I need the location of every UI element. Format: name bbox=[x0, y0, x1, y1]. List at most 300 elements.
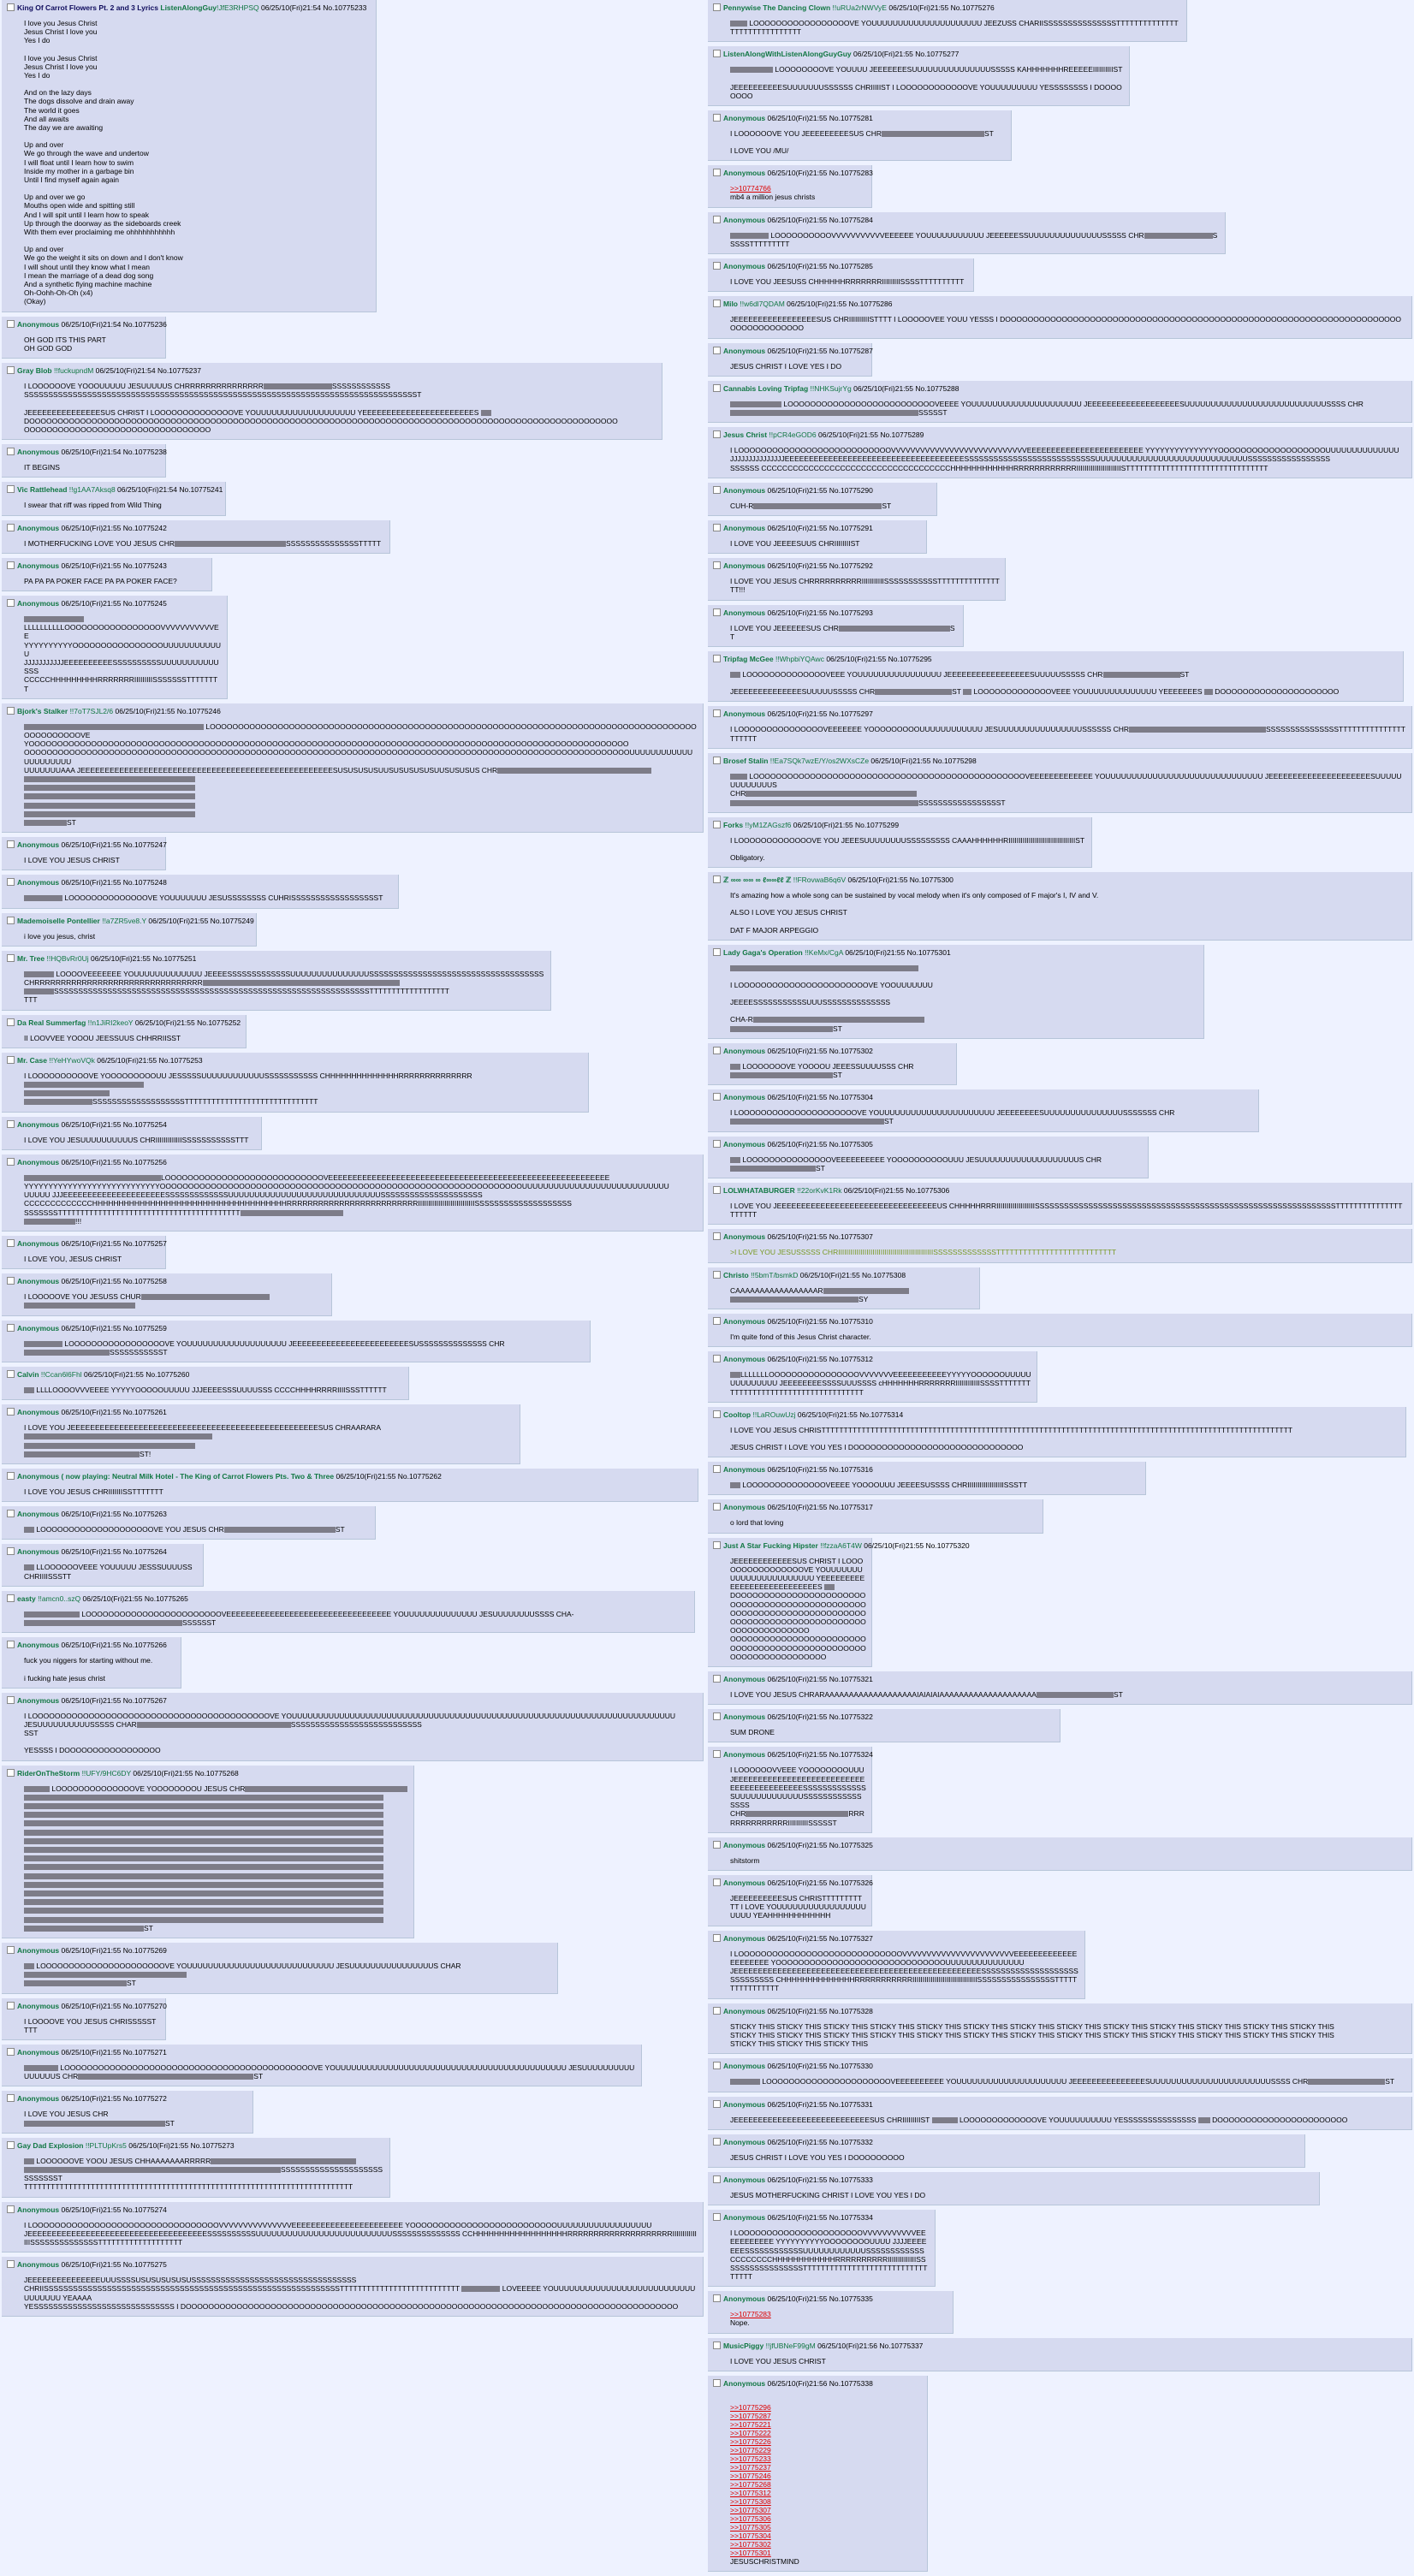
post-header bbox=[7, 524, 384, 533]
tripcode: !JfE3RHPSQ bbox=[217, 3, 261, 12]
post-checkbox[interactable] bbox=[7, 840, 15, 848]
post-body bbox=[730, 577, 1000, 594]
post-text: DOOOOOOOOOOOOOOOOOOOOOOO bbox=[1209, 2115, 1348, 2124]
post-meta[interactable]: 06/25/10(Fri)21:55 No.10775270 bbox=[61, 2001, 167, 2010]
post-checkbox[interactable] bbox=[713, 1712, 721, 1720]
post-body bbox=[730, 2310, 948, 2327]
post-checkbox[interactable] bbox=[713, 1317, 721, 1325]
post-line: OH GOD ITS THIS PART bbox=[24, 335, 106, 344]
poster-name: Anonymous bbox=[723, 1750, 768, 1760]
post-checkbox[interactable] bbox=[713, 2062, 721, 2069]
post-header bbox=[7, 1370, 403, 1380]
post-meta[interactable]: 06/25/10(Fri)21:55 No.10775259 bbox=[61, 1323, 167, 1333]
post-line: And on the lazy days bbox=[24, 88, 92, 98]
post-meta[interactable]: 06/25/10(Fri)21:55 No.10775301 bbox=[845, 947, 951, 957]
poster-name: Just A Star Fucking Hipster bbox=[723, 1540, 821, 1550]
poster-name: Brosef Stalin bbox=[723, 756, 770, 765]
quote-link[interactable]: >>10775301 bbox=[730, 2548, 771, 2557]
quote-link[interactable]: >>10775268 bbox=[730, 2479, 771, 2489]
post-meta[interactable]: 06/25/10(Fri)21:55 No.10775266 bbox=[61, 1641, 167, 1650]
quote-link[interactable]: >>10775304 bbox=[730, 2531, 771, 2540]
post-line bbox=[24, 1872, 408, 1880]
post-meta[interactable]: 06/25/10(Fri)21:55 No.10775276 bbox=[888, 3, 995, 12]
post-line bbox=[24, 792, 698, 800]
thread-post bbox=[2, 1236, 166, 1269]
post-meta[interactable]: 06/25/10(Fri)21:55 No.10775268 bbox=[133, 1768, 239, 1778]
post-line: Until I find myself again again bbox=[24, 175, 120, 185]
post-header bbox=[7, 1769, 408, 1778]
redaction-bar bbox=[730, 774, 747, 780]
post-checkbox[interactable] bbox=[713, 2213, 721, 2221]
post-meta[interactable]: 06/25/10(Fri)21:55 No.10775292 bbox=[767, 561, 873, 571]
quote-link[interactable]: >>10775308 bbox=[730, 2496, 771, 2506]
thread-post bbox=[708, 872, 1412, 941]
quote-link[interactable]: >>10775283 bbox=[730, 2310, 771, 2319]
quote-link[interactable]: >>10775306 bbox=[730, 2514, 771, 2523]
poster-name: Anonymous bbox=[723, 524, 768, 533]
post-checkbox[interactable] bbox=[7, 1056, 15, 1064]
post-meta[interactable]: 06/25/10(Fri)21:55 No.10775289 bbox=[818, 430, 924, 440]
post-line bbox=[24, 1441, 514, 1450]
post-meta[interactable]: 06/25/10(Fri)21:55 No.10775256 bbox=[61, 1157, 167, 1166]
redaction-bar bbox=[753, 1017, 924, 1023]
post-meta[interactable]: 06/25/10(Fri)21:54 No.10775238 bbox=[61, 448, 167, 457]
post-checkbox[interactable] bbox=[713, 486, 721, 494]
post-checkbox[interactable] bbox=[7, 448, 15, 455]
quote-link[interactable]: >>10775305 bbox=[730, 2522, 771, 2531]
post-line: JEEEESSSSSSSSSSSUUUSSSSSSSSSSSSSS bbox=[730, 998, 891, 1007]
post-body bbox=[730, 2153, 1299, 2162]
thread-post bbox=[708, 343, 872, 377]
redaction-bar bbox=[730, 1064, 740, 1070]
post-meta[interactable]: 06/25/10(Fri)21:55 No.10775322 bbox=[767, 1712, 873, 1722]
post-header bbox=[713, 262, 968, 271]
post-checkbox[interactable] bbox=[713, 948, 721, 956]
post-line bbox=[730, 1155, 1143, 1172]
tripcode: !!PLTUpKrs5 bbox=[85, 2140, 129, 2150]
thread-post bbox=[2, 1998, 166, 2040]
post-meta[interactable]: 06/25/10(Fri)21:55 No.10775275 bbox=[61, 2260, 167, 2270]
post-meta[interactable]: 06/25/10(Fri)21:55 No.10775307 bbox=[767, 1232, 873, 1242]
quote-link[interactable]: >>10775246 bbox=[730, 2471, 771, 2480]
post-body bbox=[730, 624, 958, 641]
post-meta[interactable]: 06/25/10(Fri)21:55 No.10775272 bbox=[61, 2094, 167, 2104]
post-text: ST bbox=[833, 1070, 842, 1079]
thread-post bbox=[708, 1267, 980, 1309]
post-meta[interactable]: 06/25/10(Fri)21:55 No.10775287 bbox=[767, 346, 873, 355]
post-meta[interactable]: 06/25/10(Fri)21:55 No.10775330 bbox=[767, 2062, 873, 2071]
quote-link[interactable]: >>10775287 bbox=[730, 2411, 771, 2420]
post-line bbox=[24, 1563, 198, 1580]
post-meta[interactable]: 06/25/10(Fri)21:55 No.10775258 bbox=[61, 1277, 167, 1286]
post-body bbox=[24, 1712, 698, 1755]
post-checkbox[interactable] bbox=[7, 1120, 15, 1128]
post-meta[interactable]: 06/25/10(Fri)21:55 No.10775334 bbox=[767, 2213, 873, 2223]
quote-link[interactable]: >>10775221 bbox=[730, 2419, 771, 2429]
post-checkbox[interactable] bbox=[7, 1641, 15, 1648]
quote-link[interactable]: >>10774766 bbox=[730, 184, 771, 193]
post-meta[interactable]: 06/25/10(Fri)21:55 No.10775249 bbox=[148, 916, 254, 925]
post-line bbox=[24, 978, 545, 987]
post-checkbox[interactable] bbox=[7, 1239, 15, 1247]
post-meta[interactable]: 06/25/10(Fri)21:55 No.10775312 bbox=[767, 1355, 873, 1364]
post-header bbox=[7, 1056, 583, 1065]
post-line bbox=[24, 614, 222, 623]
post-line bbox=[730, 1024, 1198, 1033]
redaction-bar bbox=[211, 2158, 356, 2164]
post-meta[interactable]: 06/25/10(Fri)21:55 No.10775308 bbox=[799, 1270, 906, 1279]
thread-post bbox=[708, 1837, 1412, 1871]
post-meta[interactable]: 06/25/10(Fri)21:54 No.10775236 bbox=[61, 319, 167, 329]
post-text: LOVEEEEE YOUUUUUUUUUUUUUUUUUUUUUUUUUUUUUUUUUU YEAAAA bbox=[24, 2284, 696, 2302]
post-meta[interactable]: 06/25/10(Fri)21:54 No.10775233 bbox=[260, 3, 367, 12]
redaction-bar bbox=[730, 410, 918, 416]
post-checkbox[interactable] bbox=[7, 2260, 15, 2268]
redaction-bar bbox=[461, 2286, 500, 2292]
post-text: LOOOOOOOOOOOOOOOOOOOOOOOOOOOOOOOOOOOOOOOOOOOOOOOOOOOOOOOOOOOOOOOOOOOOOOOOOOOOOOOOOOOOOOOOOOOOOOOOVE bbox=[24, 721, 697, 739]
post-checkbox[interactable] bbox=[7, 2094, 15, 2102]
quote-link[interactable]: >>10775307 bbox=[730, 2505, 771, 2514]
post-meta[interactable]: 06/25/10(Fri)21:55 No.10775284 bbox=[767, 215, 873, 224]
post-meta[interactable]: 06/25/10(Fri)21:55 No.10775260 bbox=[83, 1370, 190, 1380]
post-meta[interactable]: 06/25/10(Fri)21:55 No.10775269 bbox=[61, 1945, 167, 1955]
poster-name: Anonymous bbox=[17, 2047, 62, 2057]
quote-link[interactable]: >>10775296 bbox=[730, 2402, 771, 2412]
post-checkbox[interactable] bbox=[7, 1769, 15, 1777]
post-meta[interactable]: 06/25/10(Fri)21:55 No.10775245 bbox=[61, 598, 167, 608]
post-meta[interactable]: 06/25/10(Fri)21:56 No.10775337 bbox=[817, 2341, 924, 2350]
post-text: SSSSSSSSSSSSSSSSST bbox=[918, 798, 1006, 807]
thread-post bbox=[708, 2058, 1412, 2092]
post-checkbox[interactable] bbox=[7, 366, 15, 374]
post-meta[interactable]: 06/25/10(Fri)21:55 No.10775253 bbox=[97, 1055, 203, 1065]
post-checkbox[interactable] bbox=[713, 2294, 721, 2302]
post-checkbox[interactable] bbox=[7, 1018, 15, 1026]
post-meta[interactable]: 06/25/10(Fri)21:55 No.10775283 bbox=[767, 169, 873, 178]
post-checkbox[interactable] bbox=[7, 1594, 15, 1602]
post-text: SSSSSSSSSSST bbox=[110, 1347, 168, 1356]
post-meta[interactable]: 06/25/10(Fri)21:55 No.10775290 bbox=[767, 485, 873, 495]
post-checkbox[interactable] bbox=[713, 1879, 721, 1886]
post-checkbox[interactable] bbox=[713, 2138, 721, 2146]
post-checkbox[interactable] bbox=[713, 2342, 721, 2349]
quote-link[interactable]: >>10775237 bbox=[730, 2462, 771, 2472]
post-meta[interactable]: 06/25/10(Fri)21:55 No.10775325 bbox=[767, 1840, 873, 1849]
quote-link[interactable]: >>10775226 bbox=[730, 2437, 771, 2446]
thread-post bbox=[708, 212, 1226, 254]
post-checkbox[interactable] bbox=[713, 1503, 721, 1511]
redaction-bar bbox=[24, 1980, 127, 1986]
post-header bbox=[713, 1879, 873, 1888]
post-header bbox=[713, 1934, 1079, 1944]
post-checkbox[interactable] bbox=[7, 1408, 15, 1416]
post-text: SY bbox=[858, 1294, 869, 1303]
poster-name: Anonymous bbox=[723, 2099, 768, 2109]
post-meta[interactable]: 06/25/10(Fri)21:55 No.10775327 bbox=[767, 1933, 873, 1943]
post-meta[interactable]: 06/25/10(Fri)21:55 No.10775333 bbox=[767, 2175, 873, 2184]
post-checkbox[interactable] bbox=[713, 757, 721, 764]
post-checkbox[interactable] bbox=[7, 524, 15, 531]
post-body bbox=[730, 1518, 1037, 1527]
post-checkbox[interactable] bbox=[713, 608, 721, 616]
post-meta[interactable]: 06/25/10(Fri)21:55 No.10775293 bbox=[767, 608, 873, 617]
post-header bbox=[7, 1547, 198, 1557]
post-header bbox=[7, 1277, 326, 1286]
redaction-bar bbox=[24, 1620, 182, 1626]
post-meta[interactable]: 06/25/10(Fri)21:55 No.10775304 bbox=[767, 1093, 873, 1102]
post-checkbox[interactable] bbox=[713, 1465, 721, 1473]
post-meta[interactable]: 06/25/10(Fri)21:55 No.10775331 bbox=[767, 2099, 873, 2109]
post-line bbox=[730, 1809, 866, 1826]
post-header bbox=[7, 485, 223, 495]
post-checkbox[interactable] bbox=[713, 1232, 721, 1240]
post-line: (Okay) bbox=[24, 297, 46, 306]
post-text: I LOVE YOU JESUS CHRARAAAAAAAAAAAAAAAAAAAIAIAIAIAAAAAAAAAAAAAAAAAAAA bbox=[730, 1690, 1037, 1700]
post-header bbox=[7, 1239, 167, 1249]
poster-name: Anonymous bbox=[17, 1945, 62, 1955]
post-text: LOOOOOOOOOOOOOOOOOOOOOOVEEEEEEEEEE YOUUUUUUUUUUUUUUUUUUUUU JEEEEEEEEEEEEEEESUUUUUUUUUUUUUUUUUUUUUUUSSSS CHR bbox=[760, 2077, 1309, 2086]
post-checkbox[interactable] bbox=[713, 1271, 721, 1279]
post-subject: King Of Carrot Flowers Pt. 2 and 3 Lyrics bbox=[17, 3, 161, 12]
post-meta[interactable]: 06/25/10(Fri)21:55 No.10775320 bbox=[864, 1540, 970, 1550]
post-checkbox[interactable] bbox=[7, 1696, 15, 1704]
post-meta[interactable]: 06/25/10(Fri)21:55 No.10775246 bbox=[115, 706, 221, 715]
post-header bbox=[7, 2260, 698, 2270]
post-meta[interactable]: 06/25/10(Fri)21:54 No.10775237 bbox=[95, 366, 201, 376]
thread-post bbox=[2, 1321, 591, 1362]
post-meta[interactable]: 06/25/10(Fri)21:55 No.10775265 bbox=[82, 1594, 188, 1603]
post-checkbox[interactable] bbox=[713, 1186, 721, 1194]
post-meta[interactable]: 06/25/10(Fri)21:55 No.10775298 bbox=[870, 756, 977, 765]
post-line: SSSSSS CCCCCCCCCCCCCCCCCCCCCCCCCCCCCCCCCCCCHHHHHHHHHHHHRRRRRRRRRRRRIIIIIIIIIIIIIIIIIIIIIISTTTTTTTTTTTTTTTTTTTTTTTTTTTTTTTT bbox=[730, 463, 1268, 472]
greentext-line: >I LOVE YOU JESUSSSSS CHRIIIIIIIIIIIIIIIIIIIIIIIIIIIIIIIIIIIIIIIIIIIIIIISSSSSSSSSSSSSTTTTTTTTTTTTTTTTTTTTTTTTTTT bbox=[730, 1248, 1117, 1257]
post-meta[interactable]: 06/25/10(Fri)21:55 No.10775262 bbox=[336, 1472, 442, 1481]
post-checkbox[interactable] bbox=[713, 169, 721, 176]
thread-post bbox=[708, 2003, 1412, 2055]
post-text: JEEEEEEEEEEEEEESUUUUUSSSSS CHR bbox=[730, 687, 876, 697]
post-checkbox[interactable] bbox=[713, 1410, 721, 1418]
post-checkbox[interactable] bbox=[7, 320, 15, 328]
post-checkbox[interactable] bbox=[713, 2100, 721, 2108]
post-line: I LOVE YOU, JESUS CHRIST bbox=[24, 1255, 122, 1264]
post-meta[interactable]: 06/25/10(Fri)21:55 No.10775332 bbox=[767, 2137, 873, 2146]
post-checkbox[interactable] bbox=[713, 347, 721, 354]
post-meta[interactable]: 06/25/10(Fri)21:55 No.10775316 bbox=[767, 1465, 873, 1475]
post-checkbox[interactable] bbox=[713, 216, 721, 223]
quote-link[interactable]: >>10775229 bbox=[730, 2445, 771, 2454]
post-line: YOOOOOOOOOOOOOOOOOOOOOOOOOOOOOOOOOOOOOOOOOOOOOOOOOOOOOOOOOOOOOOOOOOOOOOOOOOOOOOOOOOOOOOOOOOOOOOOOOOOOOOOOOO bbox=[24, 739, 629, 749]
post-checkbox[interactable] bbox=[7, 2205, 15, 2213]
quote-link[interactable]: >>10775312 bbox=[730, 2488, 771, 2497]
post-text: I LOOOOOOOOOOOOOOOVEEEEEEE YOOOOOOOOOUUUUUUUUUUUU JESUUUUUUUUUUUUUUUUSSSSSS CHR bbox=[730, 725, 1129, 734]
post-meta[interactable]: 06/25/10(Fri)21:55 No.10775264 bbox=[61, 1547, 167, 1557]
post-body bbox=[730, 1728, 1055, 1736]
post-checkbox[interactable] bbox=[7, 3, 15, 11]
post-line bbox=[24, 236, 371, 245]
post-text: I LOOOOOOVE YOOOUUUUU JESUUUUUS CHRRRRRRRRRRRRRRR bbox=[24, 382, 264, 391]
post-line bbox=[24, 2157, 384, 2165]
thread-post bbox=[708, 427, 1412, 478]
post-checkbox[interactable] bbox=[7, 1370, 15, 1378]
post-meta[interactable]: 06/25/10(Fri)21:55 No.10775302 bbox=[767, 1046, 873, 1055]
post-checkbox[interactable] bbox=[713, 1750, 721, 1758]
post-meta[interactable]: 06/25/10(Fri)21:55 No.10775335 bbox=[767, 2294, 873, 2304]
post-line: I LOVE YOU JEEEESUUS CHRIIIIIIIIST bbox=[730, 539, 860, 549]
post-checkbox[interactable] bbox=[7, 561, 15, 569]
post-meta[interactable]: 06/25/10(Fri)21:55 No.10775306 bbox=[843, 1185, 950, 1195]
post-checkbox[interactable] bbox=[713, 1675, 721, 1683]
post-checkbox[interactable] bbox=[713, 2379, 721, 2387]
post-meta[interactable]: 06/25/10(Fri)21:55 No.10775324 bbox=[767, 1750, 873, 1760]
tripcode: !!WhpbiYQAwc bbox=[775, 655, 827, 664]
post-meta[interactable]: 06/25/10(Fri)21:55 No.10775305 bbox=[767, 1139, 873, 1149]
post-line bbox=[24, 1784, 408, 1793]
post-checkbox[interactable] bbox=[713, 50, 721, 57]
post-line: I LOVE YOU JESUUUUUUUUUUS CHRIIIIIIIIIIIIISSSSSSSSSSSTTT bbox=[24, 1135, 249, 1144]
post-checkbox[interactable] bbox=[713, 384, 721, 392]
post-checkbox[interactable] bbox=[713, 114, 721, 122]
post-checkbox[interactable] bbox=[7, 2048, 15, 2056]
post-meta[interactable]: 06/25/10(Fri)21:55 No.10775248 bbox=[61, 878, 167, 887]
post-checkbox[interactable] bbox=[713, 262, 721, 270]
post-line bbox=[730, 1062, 951, 1079]
post-body bbox=[24, 2276, 698, 2311]
post-header bbox=[713, 300, 1406, 309]
post-checkbox[interactable] bbox=[713, 875, 721, 883]
post-checkbox[interactable] bbox=[7, 1547, 15, 1555]
post-meta[interactable]: 06/25/10(Fri)21:55 No.10775288 bbox=[853, 383, 960, 393]
post-meta[interactable]: 06/25/10(Fri)21:55 No.10775285 bbox=[767, 262, 873, 271]
post-checkbox[interactable] bbox=[713, 1093, 721, 1101]
post-checkbox[interactable] bbox=[713, 2007, 721, 2015]
thread-post bbox=[2, 2202, 704, 2253]
quote-link[interactable]: >>10775222 bbox=[730, 2428, 771, 2437]
post-checkbox[interactable] bbox=[713, 709, 721, 717]
thread-post bbox=[708, 2376, 928, 2572]
post-meta[interactable]: 06/25/10(Fri)21:55 No.10775277 bbox=[853, 50, 960, 59]
post-checkbox[interactable] bbox=[713, 524, 721, 531]
post-meta[interactable]: 06/25/10(Fri)21:55 No.10775267 bbox=[61, 1695, 167, 1705]
post-checkbox[interactable] bbox=[7, 485, 15, 493]
post-line: STICKY THIS STICKY THIS STICKY THIS STICKY THIS STICKY THIS STICKY THIS STICKY THIS STICKY THIS STICKY THIS STICKY THIS STICKY THIS STICKY THIS STICKY THIS bbox=[730, 2030, 1334, 2039]
post-checkbox[interactable] bbox=[7, 1277, 15, 1285]
post-meta[interactable]: 06/25/10(Fri)21:55 No.10775295 bbox=[826, 655, 932, 664]
post-meta[interactable]: 06/25/10(Fri)21:55 No.10775274 bbox=[61, 2205, 167, 2214]
post-text: I LOOOOOVE YOU JESUSS CHUR bbox=[24, 1292, 141, 1302]
poster-name: Anonymous bbox=[723, 709, 768, 719]
post-meta[interactable]: 06/25/10(Fri)21:55 No.10775321 bbox=[767, 1675, 873, 1684]
post-meta[interactable]: 06/25/10(Fri)21:55 No.10775261 bbox=[61, 1408, 167, 1417]
post-checkbox[interactable] bbox=[7, 1324, 15, 1332]
post-meta[interactable]: 06/25/10(Fri)21:55 No.10775286 bbox=[787, 300, 893, 309]
post-checkbox[interactable] bbox=[713, 1841, 721, 1849]
post-meta[interactable]: 06/25/10(Fri)21:55 No.10775243 bbox=[61, 561, 167, 570]
post-line: DOOOOOOOOOOOOOOOOOOOOOOOOOOOOOOOOOOOOOOOOOOOOOOOOOOOOOOOOOOOOOOOOOOOOOOOOOOOOOOOOOOOOOOOOOOOOOOOOOOOOOOOO bbox=[24, 416, 618, 425]
post-checkbox[interactable] bbox=[7, 917, 15, 924]
post-checkbox[interactable] bbox=[713, 655, 721, 662]
post-line bbox=[24, 1450, 514, 1458]
post-meta[interactable]: 06/25/10(Fri)21:55 No.10775247 bbox=[61, 840, 167, 850]
redaction-bar bbox=[730, 233, 769, 239]
post-checkbox[interactable] bbox=[713, 1140, 721, 1148]
post-meta[interactable]: 06/25/10(Fri)21:55 No.10775251 bbox=[90, 953, 197, 963]
post-meta[interactable]: 06/25/10(Fri)21:55 No.10775257 bbox=[61, 1239, 167, 1249]
post-meta[interactable]: 06/25/10(Fri)21:55 No.10775242 bbox=[61, 523, 167, 532]
quote-link[interactable]: >>10775233 bbox=[730, 2454, 771, 2463]
thread-post bbox=[708, 296, 1412, 338]
redaction-bar bbox=[24, 616, 84, 622]
thread-post bbox=[2, 596, 228, 699]
post-checkbox[interactable] bbox=[7, 1946, 15, 1954]
post-checkbox[interactable] bbox=[713, 1047, 721, 1054]
post-text: SSSSSSSSSSSSSSSSSSSSSSSSSSSSSSSSSSSSSSSSSSSSSSSSSSSSSSSSSSSSSSSSSTTTTTTTTTTTTTTTTTT bbox=[54, 987, 449, 996]
post-checkbox[interactable] bbox=[7, 1158, 15, 1166]
post-checkbox[interactable] bbox=[7, 954, 15, 962]
post-meta[interactable]: 06/25/10(Fri)21:56 No.10775338 bbox=[767, 2378, 873, 2388]
post-checkbox[interactable] bbox=[713, 2175, 721, 2183]
post-meta[interactable]: 06/25/10(Fri)21:55 No.10775271 bbox=[61, 2047, 167, 2057]
post-meta[interactable]: 06/25/10(Fri)21:55 No.10775317 bbox=[767, 1503, 873, 1512]
post-checkbox[interactable] bbox=[7, 1472, 15, 1480]
post-body bbox=[730, 446, 1406, 472]
post-checkbox[interactable] bbox=[713, 300, 721, 307]
post-line bbox=[24, 1979, 552, 1987]
post-checkbox[interactable] bbox=[713, 561, 721, 569]
post-meta[interactable]: 06/25/10(Fri)21:55 No.10775273 bbox=[128, 2140, 235, 2150]
post-meta[interactable]: 06/25/10(Fri)21:55 No.10775299 bbox=[793, 820, 900, 829]
post-meta[interactable]: 06/25/10(Fri)21:55 No.10775297 bbox=[767, 709, 873, 719]
post-checkbox[interactable] bbox=[7, 599, 15, 607]
post-meta[interactable]: 06/25/10(Fri)21:55 No.10775326 bbox=[767, 1879, 873, 1888]
post-meta[interactable]: 06/25/10(Fri)21:55 No.10775310 bbox=[767, 1316, 873, 1326]
post-meta[interactable]: 06/25/10(Fri)21:55 No.10775281 bbox=[767, 114, 873, 123]
post-header bbox=[713, 948, 1198, 958]
post-checkbox[interactable] bbox=[713, 821, 721, 828]
post-meta[interactable]: 06/25/10(Fri)21:55 No.10775328 bbox=[767, 2006, 873, 2015]
post-meta[interactable]: 06/25/10(Fri)21:55 No.10775254 bbox=[61, 1119, 167, 1129]
post-header bbox=[7, 2205, 698, 2215]
post-text: I LOOOOOOVE YOU JEEEEEEEEESUS CHR bbox=[730, 129, 882, 139]
redaction-bar bbox=[245, 1786, 407, 1792]
post-meta[interactable]: 06/25/10(Fri)21:54 No.10775241 bbox=[117, 485, 223, 495]
redaction-bar bbox=[963, 689, 971, 695]
thread-post bbox=[2, 1637, 181, 1688]
post-meta[interactable]: 06/25/10(Fri)21:55 No.10775291 bbox=[767, 524, 873, 533]
quote-link[interactable]: >>10775302 bbox=[730, 2539, 771, 2549]
post-checkbox[interactable] bbox=[713, 1355, 721, 1362]
post-checkbox[interactable] bbox=[7, 2141, 15, 2149]
post-body bbox=[24, 1339, 585, 1356]
post-body bbox=[730, 65, 1124, 100]
poster-name: Anonymous bbox=[723, 2213, 768, 2223]
post-checkbox[interactable] bbox=[713, 3, 721, 11]
post-header bbox=[713, 50, 1124, 59]
post-text: ST! bbox=[140, 1449, 152, 1458]
post-checkbox[interactable] bbox=[713, 1934, 721, 1942]
post-meta[interactable]: 06/25/10(Fri)21:55 No.10775263 bbox=[61, 1510, 167, 1519]
post-line: I LOVE YOU JEEEEEEEEEEEEEEEEEEEEEEEEEEEEEEEEEUS CHHHHHRRRIIIIIIIIIIIIIIIIIIISSSSSSSSSSSSSSSSSSSSSSSSSSSSSSSSSSSSSSSSSSSSSSSSSSSSSSSSSSSSSSTTTTTTTTTTTTTTTTTTTTT bbox=[730, 1201, 1403, 1220]
post-checkbox[interactable] bbox=[7, 2002, 15, 2009]
post-meta[interactable]: 06/25/10(Fri)21:55 No.10775300 bbox=[847, 875, 954, 885]
post-checkbox[interactable] bbox=[713, 1541, 721, 1549]
post-checkbox[interactable] bbox=[7, 707, 15, 715]
post-checkbox[interactable] bbox=[7, 878, 15, 886]
post-meta[interactable]: 06/25/10(Fri)21:55 No.10775314 bbox=[797, 1410, 904, 1419]
post-meta[interactable]: 06/25/10(Fri)21:55 No.10775252 bbox=[134, 1018, 241, 1027]
redaction-bar bbox=[24, 1219, 75, 1225]
post-checkbox[interactable] bbox=[7, 1510, 15, 1517]
post-checkbox[interactable] bbox=[713, 430, 721, 438]
